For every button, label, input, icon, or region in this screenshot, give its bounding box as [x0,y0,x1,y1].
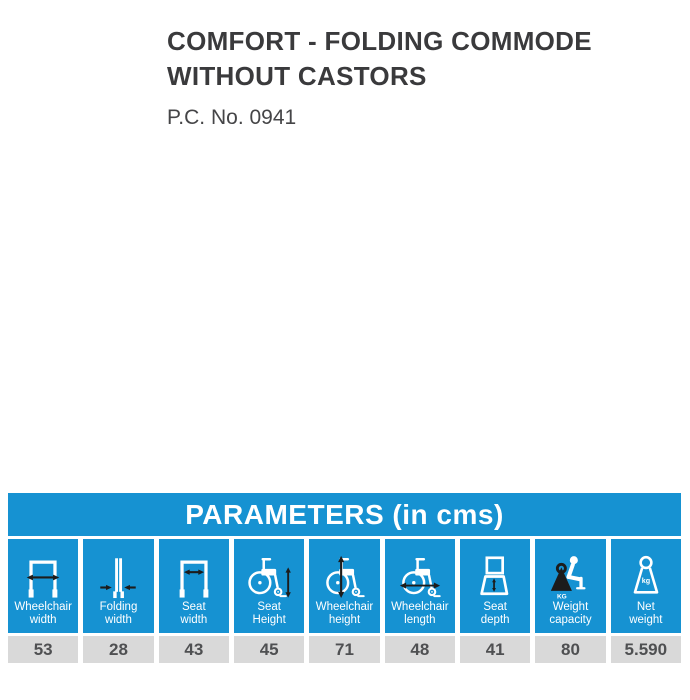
page-title [167,24,627,94]
param-value-cell [83,636,153,663]
param-label-line1: Seat [181,601,206,613]
wheelchair-height-icon [321,553,367,599]
param-label-line2: width [29,614,57,626]
param-label-line2: weight [629,614,663,626]
param-cell [460,539,530,633]
param-label-line2: height [328,614,361,626]
param-value: 45 [259,640,279,659]
svg-text:KG: KG [557,593,568,599]
param-cell [385,539,455,633]
param-label-line1: Seat [257,601,281,613]
seat-width-icon [171,553,217,599]
seat-height-icon [246,553,292,599]
param-value-cell [535,636,605,663]
product-code: P.C. No. 0941 [167,106,297,129]
wheelchair-length-icon [397,553,443,599]
page-title-line1: COMFORT - FOLDING COMMODE [167,26,592,56]
param-label-line2: Height [252,614,286,626]
param-value-cell [234,636,304,663]
param-cell [159,539,229,633]
parameters-table-title: PARAMETERS (in cms) [8,493,681,536]
wheelchair-width-icon [20,553,66,599]
param-value-cell [159,636,229,663]
param-label-line1: Weight [552,601,589,613]
param-label-line1: Net [636,601,655,613]
param-value: 48 [410,640,430,659]
param-value-cell [611,636,681,663]
folding-width-icon [95,553,141,599]
param-value-cell [385,636,455,663]
param-label-line1: Wheelchair [315,601,374,613]
param-label-line1: Wheelchair [14,601,72,613]
param-label-line1: Seat [483,601,507,613]
param-value-cell [460,636,530,663]
param-label-line1: Wheelchair [391,601,449,613]
param-cell [234,539,304,633]
parameters-table [8,493,681,663]
param-label-line2: width [105,614,132,626]
seat-depth-icon [472,553,518,599]
param-value: 28 [109,640,128,659]
param-value: 5.590 [624,640,668,659]
param-cell [8,539,78,633]
weight-capacity-icon [547,553,593,599]
param-label-line2: width [180,614,208,626]
param-label-line2: length [404,614,436,626]
param-value: 71 [335,640,354,659]
page-title-line2: WITHOUT CASTORS [167,61,427,91]
param-label-line2: depth [480,614,510,626]
net-weight-icon [623,553,669,599]
param-value: 80 [561,640,580,659]
param-cell [309,539,379,633]
param-label-line1: Folding [99,601,138,613]
param-value-cell [309,636,379,663]
param-label-line2: capacity [549,614,592,626]
param-cell [83,539,153,633]
title-block [167,24,627,130]
param-cell [535,539,605,633]
params-table-body [8,539,681,663]
param-value: 53 [33,640,53,659]
param-value: 43 [184,640,204,659]
param-cell [611,539,681,633]
param-value-cell [8,636,78,663]
param-value: 41 [485,640,505,659]
svg-text:kg: kg [641,577,651,586]
